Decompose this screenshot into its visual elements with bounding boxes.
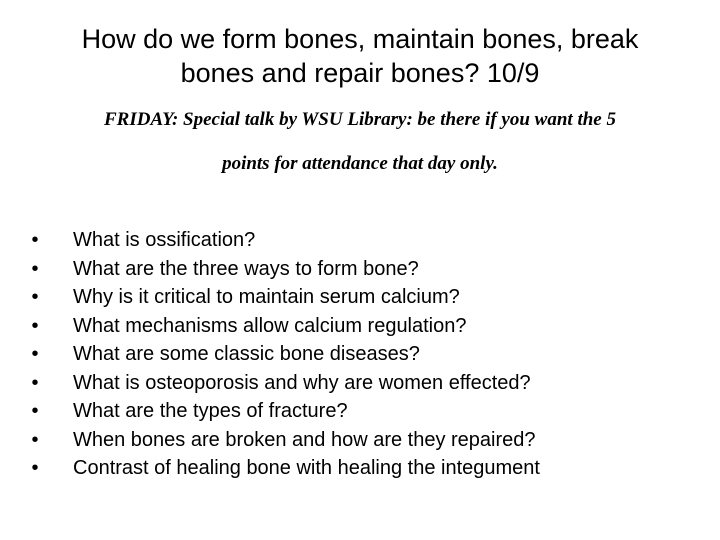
- title-line-2: bones and repair bones? 10/9: [180, 58, 540, 88]
- bullet-icon: •: [31, 343, 39, 365]
- bullet-icon: •: [31, 371, 39, 394]
- question-text: What are the types of fracture?: [73, 400, 348, 422]
- slide-title: [10, 22, 710, 90]
- bullet-icon: •: [31, 314, 39, 337]
- bullet-icon: •: [31, 400, 39, 422]
- bullet-icon: •: [31, 286, 39, 308]
- question-text: Why is it critical to maintain serum calcium?: [73, 286, 460, 308]
- question-text: Contrast of healing bone with healing the integument: [73, 457, 540, 479]
- title-line-1: How do we form bones, maintain bones, break: [81, 24, 639, 54]
- bullet-icon: •: [31, 229, 39, 251]
- bullet-icon: •: [31, 257, 39, 280]
- bullet-icon: •: [31, 457, 39, 479]
- announcement-line-2: points for attendance that day only.: [222, 153, 498, 174]
- question-text: What mechanisms allow calcium regulation?: [73, 314, 467, 337]
- question-text: What is ossification?: [73, 229, 256, 251]
- bullet-icon: •: [31, 428, 39, 451]
- question-text: When bones are broken and how are they repaired?: [73, 428, 536, 451]
- question-text: What is osteoporosis and why are women effected?: [73, 371, 531, 394]
- announcement-line-1: FRIDAY: Special talk by WSU Library: be there if you want the 5: [104, 109, 616, 130]
- question-text: What are some classic bone diseases?: [73, 343, 420, 365]
- question-text: What are the three ways to form bone?: [73, 257, 419, 280]
